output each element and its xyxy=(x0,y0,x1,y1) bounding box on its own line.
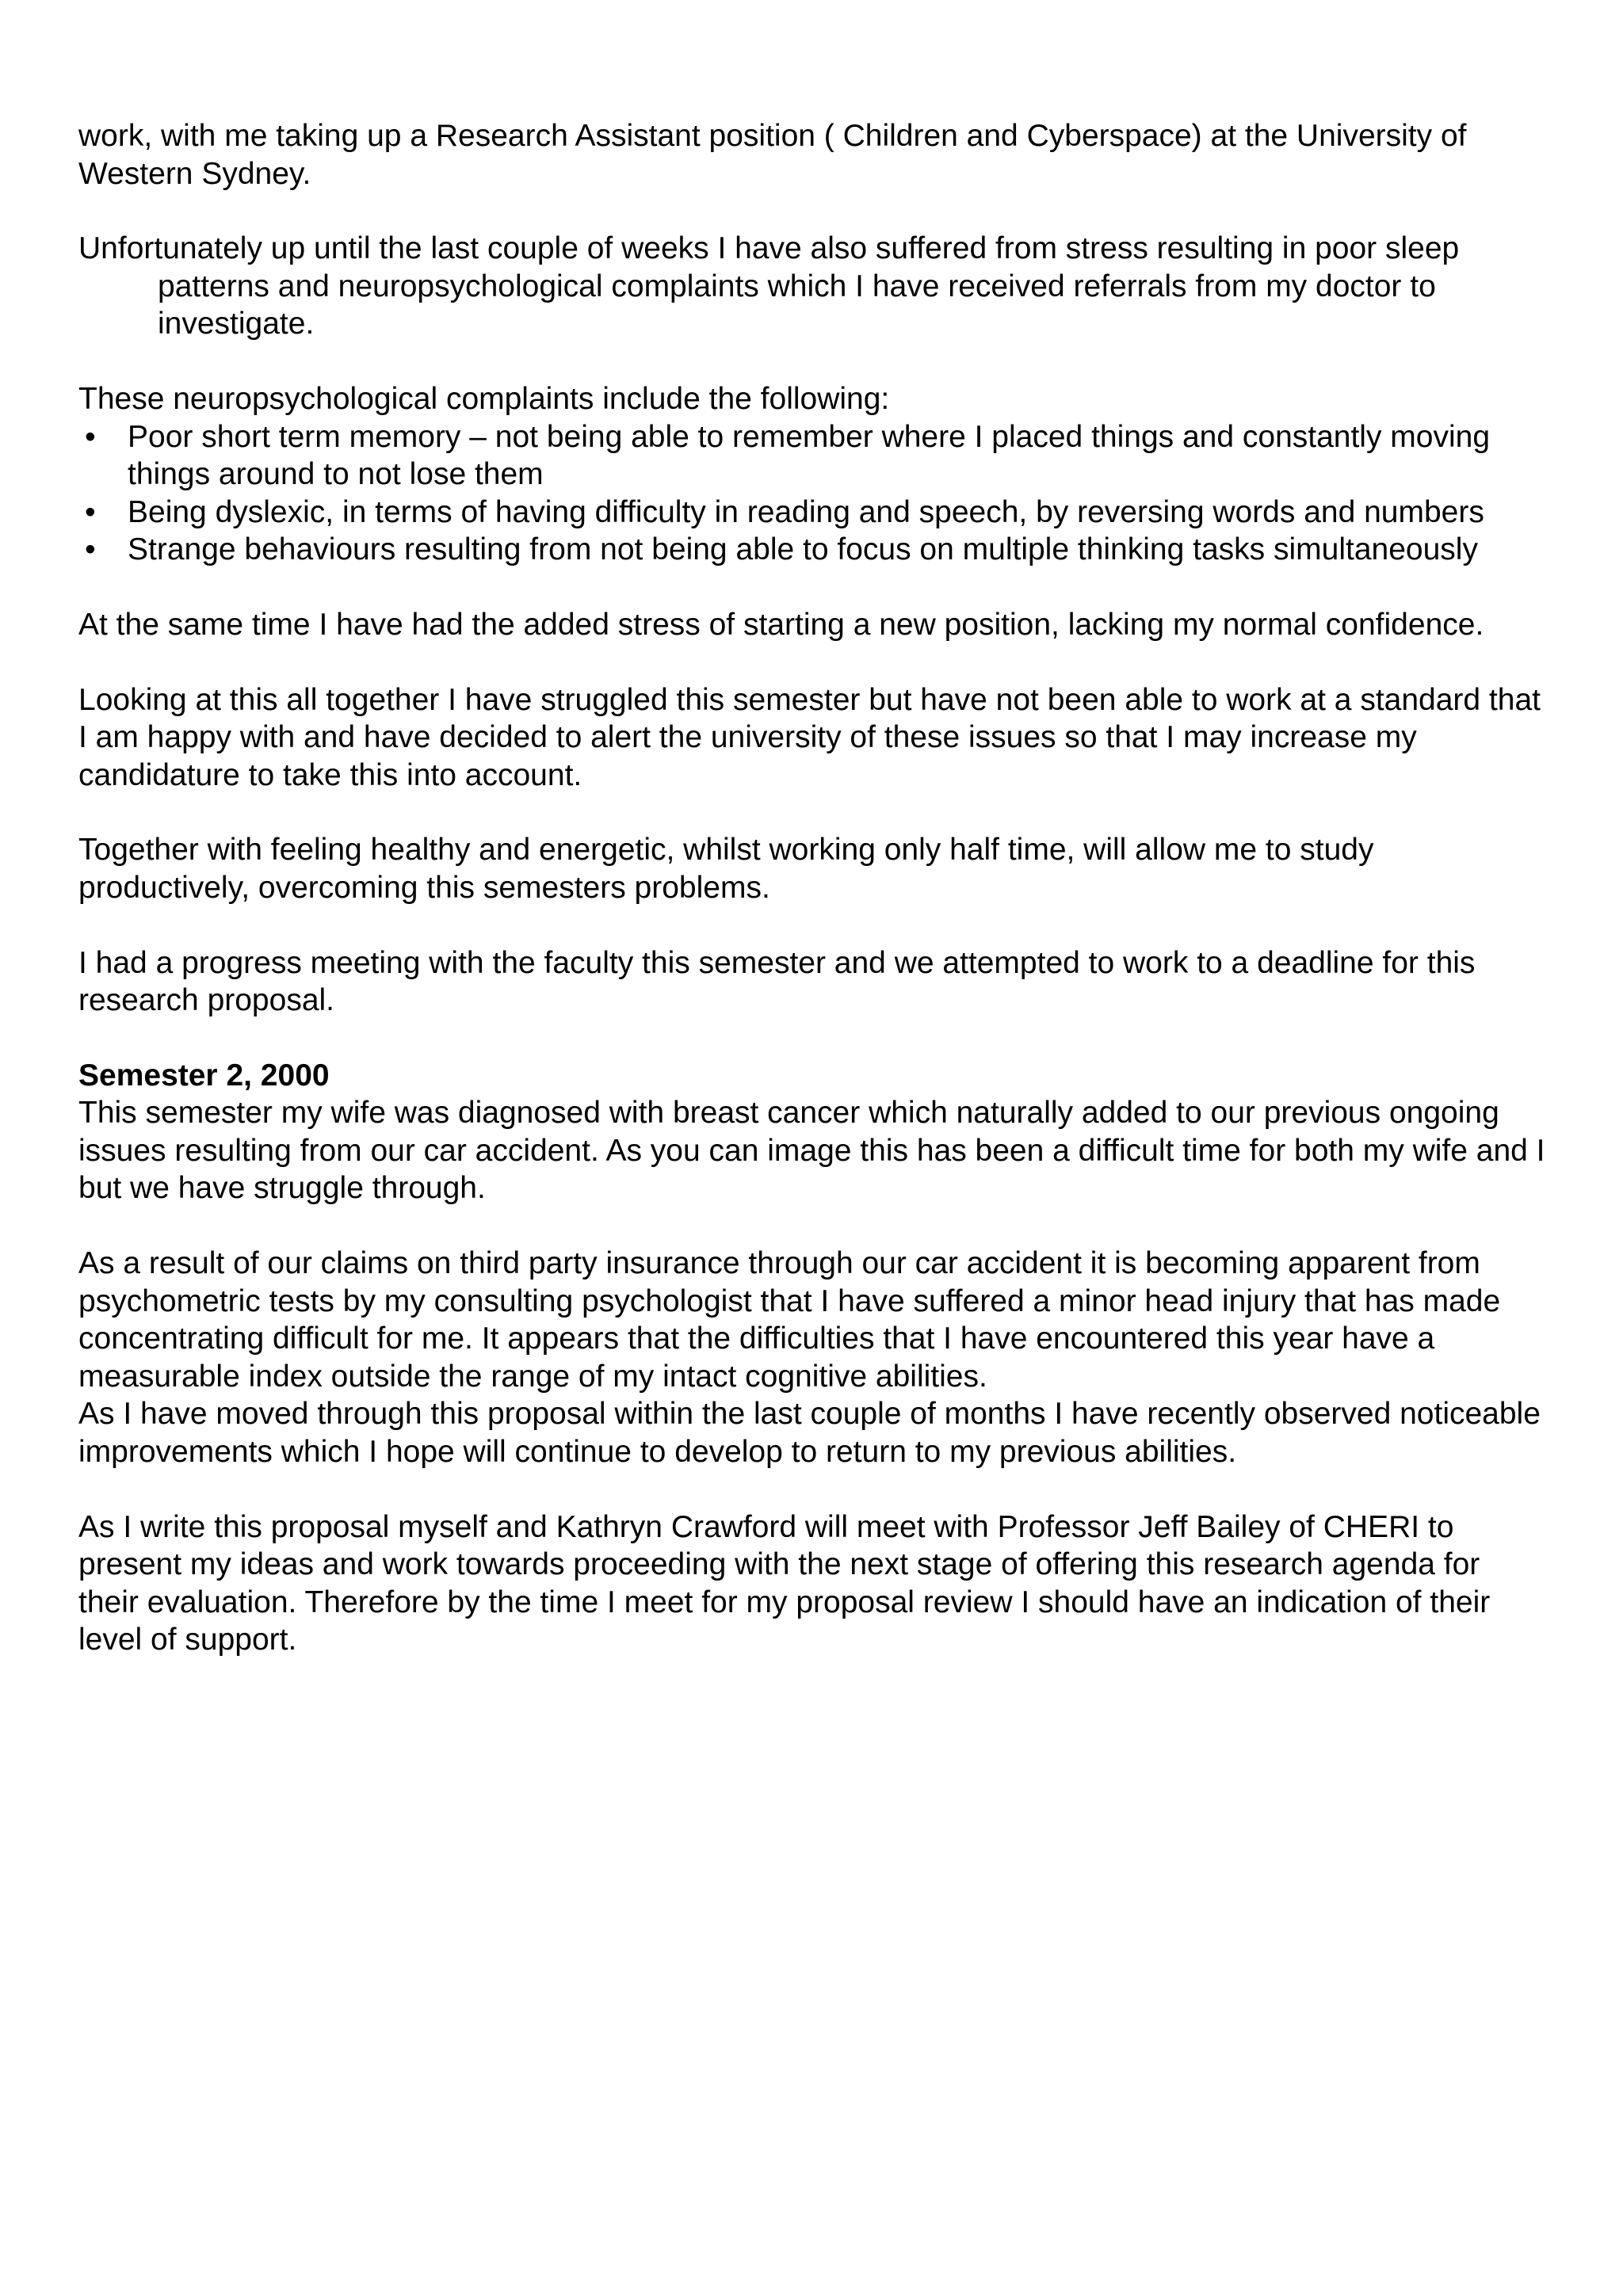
bullet-icon: • xyxy=(85,419,96,454)
paragraph-healthy-energetic: Together with feeling healthy and energetic, whilst working only half time, will allow me to study productively, overcoming this semesters problems. xyxy=(78,833,1374,905)
paragraph-new-position: At the same time I have had the added stress of starting a new position, lacking my normal confidence. xyxy=(78,607,1484,642)
paragraph-research-assistant: work, with me taking up a Research Assistant position ( Children and Cyberspace) at the University of Western Sydney. xyxy=(78,119,1467,191)
list-item xyxy=(78,418,1545,494)
list-item xyxy=(78,531,1545,569)
complaints-list xyxy=(78,418,1545,569)
bullet-icon: • xyxy=(85,494,96,529)
paragraph-progress-meeting: I had a progress meeting with the faculty this semester and we attempted to work to a deadline for this research proposal. xyxy=(78,945,1476,1018)
section-heading: Semester 2, 2000 xyxy=(78,1058,330,1093)
paragraph-complaints-lead: These neuropsychological complaints include the following: xyxy=(78,381,890,416)
paragraph-proposal-review: As I write this proposal myself and Kathryn Crawford will meet with Professor Jeff Bailey of CHERI to present my ideas and work towards proceeding with the next stage of offering this research agenda for their evaluation. Therefore by the time I meet for my proposal review I should have an indication of their level of support. xyxy=(78,1509,1491,1657)
paragraph-struggled-semester: Looking at this all together I have struggled this semester but have not been able to work at a standard that I am happy with and have decided to alert the university of these issues so that I may increase my candidature to take this into account. xyxy=(78,682,1541,792)
list-item-text: Being dyslexic, in terms of having difficulty in reading and speech, by reversing words and numbers xyxy=(128,494,1484,529)
list-item-text: Poor short term memory – not being able to remember where I placed things and constantly moving things around to not lose them xyxy=(128,419,1491,492)
list-item-text: Strange behaviours resulting from not being able to focus on multiple thinking tasks simultaneously xyxy=(128,532,1478,567)
paragraph-stress: Unfortunately up until the last couple of weeks I have also suffered from stress resulting in poor sleep patterns and neuropsychological complaints which I have received referrals from my doctor to investigate. xyxy=(78,231,1460,341)
paragraph-insurance-claims: As a result of our claims on third party insurance through our car accident it is becoming apparent from psychometric tests by my consulting psychologist that I have suffered a minor head injury that has made concentrating difficult for me. It appears that the difficulties that I have encountered this year have a measurable index outside the range of my intact cognitive abilities. xyxy=(78,1246,1501,1394)
list-item xyxy=(78,494,1545,532)
bullet-icon: • xyxy=(85,532,96,567)
paragraph-diagnosis: This semester my wife was diagnosed with breast cancer which naturally added to our previous ongoing issues resulting from our car accident. As you can image this has been a difficult time for both my wife and I but we have struggle through. xyxy=(78,1096,1545,1206)
paragraph-improvements: As I have moved through this proposal within the last couple of months I have recently observed noticeable improvements which I hope will continue to develop to return to my previous abilities. xyxy=(78,1397,1541,1470)
